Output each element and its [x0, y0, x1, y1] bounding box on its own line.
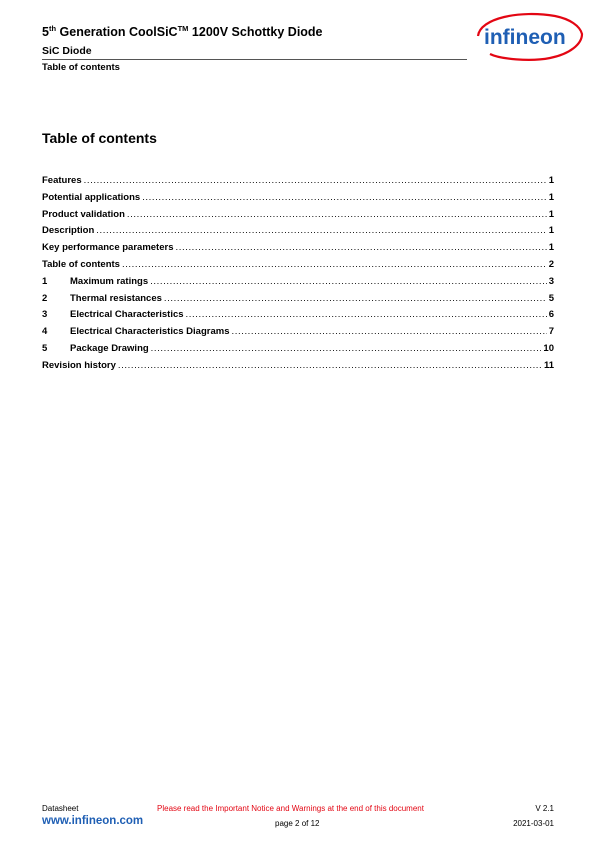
title-suffix: 1200V Schottky Diode: [188, 25, 323, 40]
toc-entry-description[interactable]: [42, 225, 554, 242]
toc-entry-text: Package Drawing: [70, 342, 149, 354]
toc-entry-text: Electrical Characteristics Diagrams: [70, 326, 230, 338]
footer-website-link[interactable]: www.infineon.com: [42, 815, 144, 827]
toc-page-number: 1: [548, 175, 554, 186]
toc-entry-key-performance-parameters[interactable]: [42, 242, 554, 259]
toc-entry-potential-applications[interactable]: [42, 192, 554, 209]
toc-entry-text: Thermal resistances: [70, 292, 162, 304]
toc-page-number: 7: [548, 326, 554, 338]
toc-page-number: 1: [548, 225, 554, 237]
toc-entry-electrical-characteristics-diagrams[interactable]: [42, 326, 554, 343]
infineon-logo: [470, 12, 585, 62]
document-subtitle: SiC Diode: [42, 45, 92, 57]
toc-entry-text: Description: [42, 225, 95, 237]
toc-section-number: 5: [42, 342, 48, 354]
toc-leader-dots: [151, 343, 542, 354]
toc-page-number: 10: [543, 342, 554, 354]
toc-page-number: 1: [548, 242, 554, 254]
toc-entry-text: Product validation: [42, 208, 125, 220]
toc-leader-dots: [96, 225, 546, 236]
toc-list: [42, 175, 554, 377]
toc-page-number: 2: [548, 258, 554, 270]
toc-leader-dots: [164, 293, 547, 304]
toc-section-number: 2: [42, 292, 48, 304]
toc-entry-thermal-resistances[interactable]: [42, 293, 554, 310]
toc-page-number: 6: [548, 309, 554, 321]
toc-leader-dots: [150, 276, 547, 287]
toc-entry-text: Key performance parameters: [42, 242, 174, 254]
toc-section-number: 4: [42, 326, 48, 338]
toc-page-number: 11: [543, 359, 554, 371]
title-prefix: 5: [42, 25, 49, 40]
footer-doc-type: Datasheet: [42, 804, 79, 813]
toc-section-number: 1: [42, 275, 48, 287]
toc-entry-text: Potential applications: [42, 191, 141, 203]
toc-page-number: 5: [548, 292, 554, 304]
toc-leader-dots: [118, 360, 542, 371]
toc-entry-text: Electrical Characteristics: [70, 309, 184, 321]
toc-entry-package-drawing[interactable]: [42, 343, 554, 360]
toc-leader-dots: [122, 259, 547, 270]
header-section-label: Table of contents: [42, 62, 120, 73]
toc-entry-maximum-ratings[interactable]: [42, 276, 554, 293]
footer-notice: Please read the Important Notice and Warnings at the end of this document: [157, 804, 424, 813]
toc-leader-dots: [175, 242, 546, 253]
toc-leader-dots: [127, 209, 547, 220]
footer-date: 2021-03-01: [513, 819, 554, 828]
toc-leader-dots: [142, 192, 547, 203]
toc-entry-table-of-contents[interactable]: [42, 259, 554, 276]
header-divider: [42, 59, 467, 60]
footer-version: V 2.1: [535, 804, 554, 813]
logo-wordmark: infineon: [484, 26, 566, 49]
toc-entry-electrical-characteristics[interactable]: [42, 309, 554, 326]
toc-leader-dots: [84, 175, 547, 186]
toc-entry-text: Revision history: [42, 359, 116, 371]
toc-page-number: 1: [548, 208, 554, 220]
toc-entry-product-validation[interactable]: [42, 209, 554, 226]
footer-page-number: page 2 of 12: [275, 819, 320, 828]
title-middle: Generation CoolSiC: [56, 25, 178, 40]
toc-entry-text: Maximum ratings: [70, 275, 149, 287]
toc-leader-dots: [231, 326, 546, 337]
toc-entry-features[interactable]: [42, 175, 554, 192]
toc-leader-dots: [186, 309, 547, 320]
title-superscript-th: th: [48, 24, 57, 33]
document-title: [42, 24, 323, 39]
toc-entry-text: Table of contents: [42, 258, 120, 270]
title-superscript-tm: TM: [177, 24, 189, 33]
toc-heading: Table of contents: [42, 130, 157, 146]
toc-entry-revision-history[interactable]: [42, 360, 554, 377]
toc-section-number: 3: [42, 309, 48, 321]
toc-entry-text: Features: [42, 175, 82, 186]
toc-page-number: 1: [548, 191, 554, 203]
toc-page-number: 3: [548, 275, 554, 287]
